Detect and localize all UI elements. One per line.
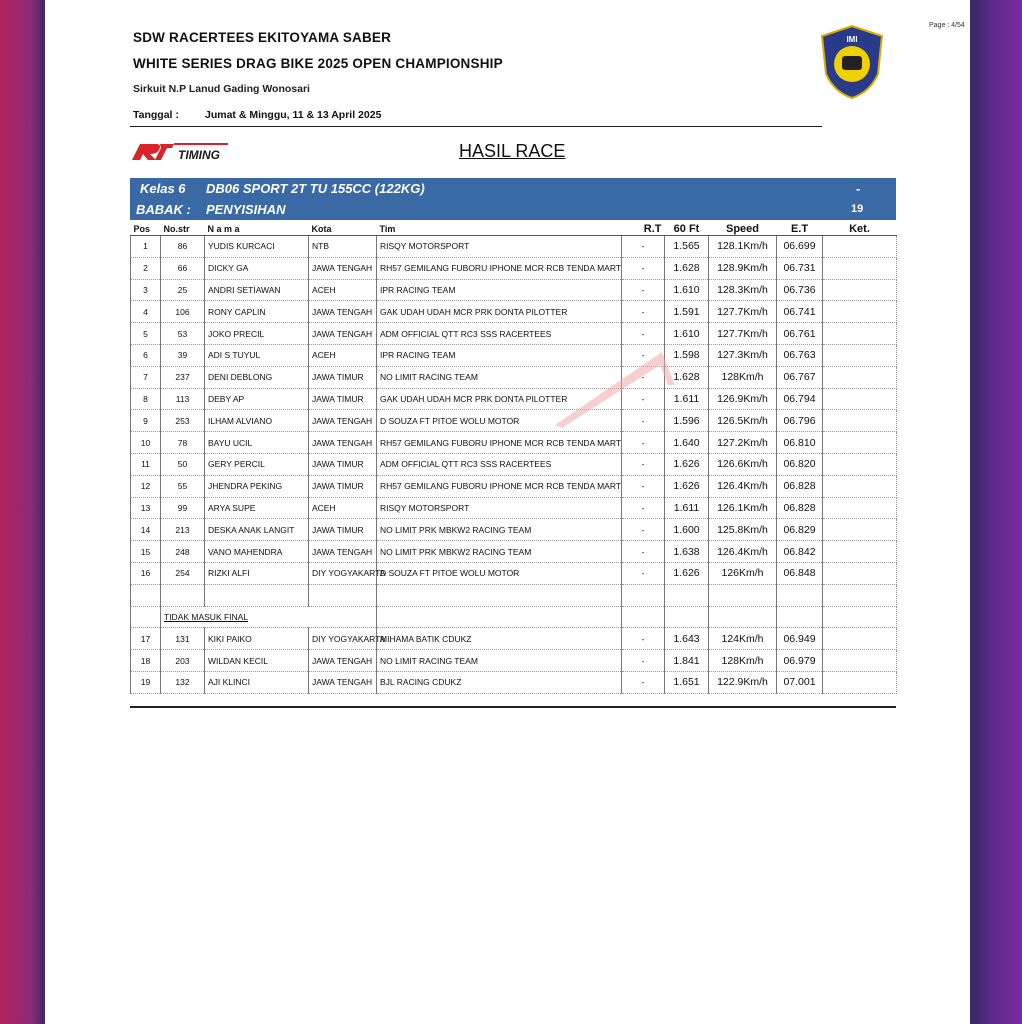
cell-pos: 18 [131, 650, 161, 672]
cell-tim: IPR RACING TEAM [377, 344, 622, 366]
cell-empty [709, 606, 777, 628]
table-row [131, 344, 897, 366]
table-row [131, 562, 897, 584]
cell-rt: - [622, 628, 665, 650]
cell-kota: ACEH [309, 279, 377, 301]
table-row [131, 323, 897, 345]
cell-speed: 126.1Km/h [709, 497, 777, 519]
cell-speed: 126Km/h [709, 562, 777, 584]
cell-kota: ACEH [309, 497, 377, 519]
cell-pos: 2 [131, 257, 161, 279]
cell-nostr: 25 [161, 279, 205, 301]
cell-speed: 126.4Km/h [709, 475, 777, 497]
cell-pos: 19 [131, 671, 161, 693]
cell-nostr: 39 [161, 344, 205, 366]
cell-rt: - [622, 519, 665, 541]
cell-60ft: 1.841 [665, 650, 709, 672]
col-ket: Ket. [823, 222, 897, 236]
results-table [130, 222, 897, 694]
cell-et: 06.767 [777, 366, 823, 388]
cell-nostr: 78 [161, 432, 205, 454]
cell-nama: WILDAN KECIL [205, 650, 309, 672]
cell-kota: NTB [309, 236, 377, 258]
cell-ket [823, 628, 897, 650]
cell-rt: - [622, 541, 665, 563]
cell-rt: - [622, 650, 665, 672]
venue: Sirkuit N.P Lanud Gading Wonosari [133, 83, 310, 95]
cell-empty [131, 606, 161, 628]
table-row [131, 366, 897, 388]
cell-speed: 126.6Km/h [709, 453, 777, 475]
cell-rt: - [622, 323, 665, 345]
cell-ket [823, 671, 897, 693]
cell-empty [823, 584, 897, 606]
cell-rt: - [622, 671, 665, 693]
table-row [131, 257, 897, 279]
cell-ket [823, 562, 897, 584]
col-rt: R.T [622, 222, 665, 236]
cell-rt: - [622, 432, 665, 454]
cell-kota: JAWA TIMUR [309, 519, 377, 541]
cell-nama: DEBY AP [205, 388, 309, 410]
cell-ket [823, 279, 897, 301]
cell-60ft: 1.610 [665, 279, 709, 301]
cell-nostr: 50 [161, 453, 205, 475]
cell-ket [823, 650, 897, 672]
event-title-line2: WHITE SERIES DRAG BIKE 2025 OPEN CHAMPIONSHIP [133, 56, 503, 71]
cell-tim: NO LIMIT PRK MBKW2 RACING TEAM [377, 541, 622, 563]
cell-60ft: 1.626 [665, 453, 709, 475]
table-row [131, 650, 897, 672]
cell-empty [309, 584, 377, 606]
not-final-text: TIDAK MASUK FINAL [164, 611, 249, 622]
cell-tim: RISQY MOTORSPORT [377, 497, 622, 519]
cell-et: 06.699 [777, 236, 823, 258]
cell-rt: - [622, 475, 665, 497]
cell-tim: NO LIMIT RACING TEAM [377, 650, 622, 672]
cell-tim: ADM OFFICIAL QTT RC3 SSS RACERTEES [377, 323, 622, 345]
cell-rt: - [622, 453, 665, 475]
cell-et: 06.761 [777, 323, 823, 345]
cell-speed: 126.5Km/h [709, 410, 777, 432]
cell-nama: DESKA ANAK LANGIT [205, 519, 309, 541]
cell-kota: ACEH [309, 344, 377, 366]
table-row [131, 279, 897, 301]
cell-60ft: 1.640 [665, 432, 709, 454]
cell-speed: 128Km/h [709, 650, 777, 672]
not-final-label [161, 606, 377, 628]
cell-speed: 126.9Km/h [709, 388, 777, 410]
table-bottom-rule [130, 706, 896, 708]
cell-tim: BJL RACING CDUKZ [377, 671, 622, 693]
table-row [131, 671, 897, 693]
table-row [131, 453, 897, 475]
cell-et: 06.763 [777, 344, 823, 366]
cell-speed: 128.1Km/h [709, 236, 777, 258]
cell-nostr: 203 [161, 650, 205, 672]
cell-tim: RH57 GEMILANG FUBORU IPHONE MCR RCB TENDA MART [377, 432, 622, 454]
header-divider [130, 126, 822, 127]
cell-empty [161, 584, 205, 606]
cell-tim: RH57 GEMILANG FUBORU IPHONE MCR RCB TENDA MART [377, 475, 622, 497]
cell-speed: 124Km/h [709, 628, 777, 650]
cell-60ft: 1.611 [665, 497, 709, 519]
cell-ket [823, 410, 897, 432]
cell-rt: - [622, 410, 665, 432]
cell-tim: IPR RACING TEAM [377, 279, 622, 301]
cell-60ft: 1.596 [665, 410, 709, 432]
cell-ket [823, 301, 897, 323]
table-row [131, 497, 897, 519]
cell-nama: RONY CAPLIN [205, 301, 309, 323]
cell-nama: BAYU UCIL [205, 432, 309, 454]
cell-empty [622, 584, 665, 606]
cell-kota: JAWA TENGAH [309, 432, 377, 454]
cell-pos: 12 [131, 475, 161, 497]
col-nama: N a m a [205, 222, 309, 236]
cell-nama: DICKY GA [205, 257, 309, 279]
cell-rt: - [622, 279, 665, 301]
cell-nama: RIZKI ALFI [205, 562, 309, 584]
cell-speed: 128.9Km/h [709, 257, 777, 279]
cell-tim: NO LIMIT PRK MBKW2 RACING TEAM [377, 519, 622, 541]
cell-nama: GERY PERCIL [205, 453, 309, 475]
table-row [131, 388, 897, 410]
cell-empty [823, 606, 897, 628]
cell-tim: D SOUZA FT PITOE WOLU MOTOR [377, 562, 622, 584]
cell-nama: VANO MAHENDRA [205, 541, 309, 563]
cell-et: 06.848 [777, 562, 823, 584]
cell-60ft: 1.651 [665, 671, 709, 693]
col-pos: Pos [131, 222, 161, 236]
cell-ket [823, 475, 897, 497]
imi-logo-icon [818, 24, 886, 100]
cell-empty [777, 584, 823, 606]
cell-pos: 11 [131, 453, 161, 475]
cell-pos: 17 [131, 628, 161, 650]
cell-speed: 125.8Km/h [709, 519, 777, 541]
cell-et: 06.736 [777, 279, 823, 301]
cell-nostr: 248 [161, 541, 205, 563]
cell-kota: DIY YOGYAKARTA [309, 628, 377, 650]
table-row [131, 301, 897, 323]
cell-nama: AJI KLINCI [205, 671, 309, 693]
table-row [131, 541, 897, 563]
cell-60ft: 1.626 [665, 475, 709, 497]
table-row [131, 236, 897, 258]
cell-nama: JOKO PRECIL [205, 323, 309, 345]
cell-empty [377, 584, 622, 606]
cell-60ft: 1.610 [665, 323, 709, 345]
participant-count: 19 [851, 203, 864, 215]
cell-60ft: 1.638 [665, 541, 709, 563]
cell-nostr: 86 [161, 236, 205, 258]
cell-60ft: 1.628 [665, 257, 709, 279]
cell-et: 06.949 [777, 628, 823, 650]
cell-rt: - [622, 562, 665, 584]
cell-empty [622, 606, 665, 628]
cell-rt: - [622, 366, 665, 388]
cell-ket [823, 388, 897, 410]
cell-nama: KIKI PAIKO [205, 628, 309, 650]
cell-speed: 127.7Km/h [709, 323, 777, 345]
cell-nama: JHENDRA PEKING [205, 475, 309, 497]
cell-speed: 126.4Km/h [709, 541, 777, 563]
cell-empty [709, 584, 777, 606]
cell-nostr: 55 [161, 475, 205, 497]
cell-speed: 122.9Km/h [709, 671, 777, 693]
cell-empty [377, 606, 622, 628]
class-band [130, 178, 896, 220]
cell-et: 06.741 [777, 301, 823, 323]
cell-rt: - [622, 344, 665, 366]
col-nostr: No.str [161, 222, 205, 236]
cell-ket [823, 432, 897, 454]
cell-pos: 1 [131, 236, 161, 258]
cell-60ft: 1.611 [665, 388, 709, 410]
date-label: Tanggal : [133, 109, 179, 121]
table-row [131, 432, 897, 454]
cell-et: 07.001 [777, 671, 823, 693]
cell-nama: ANDRI SETIAWAN [205, 279, 309, 301]
cell-tim: MIHAMA BATIK CDUKZ [377, 628, 622, 650]
cell-et: 06.842 [777, 541, 823, 563]
cell-pos: 3 [131, 279, 161, 301]
cell-nostr: 53 [161, 323, 205, 345]
table-row [131, 475, 897, 497]
cell-et: 06.828 [777, 475, 823, 497]
table-row [131, 519, 897, 541]
svg-text:IMI: IMI [846, 35, 858, 44]
cell-kota: JAWA TIMUR [309, 453, 377, 475]
col-60ft: 60 Ft [665, 222, 709, 236]
cell-rt: - [622, 236, 665, 258]
cell-nostr: 113 [161, 388, 205, 410]
cell-pos: 6 [131, 344, 161, 366]
cell-kota: JAWA TIMUR [309, 366, 377, 388]
cell-nostr: 131 [161, 628, 205, 650]
table-row [131, 410, 897, 432]
svg-text:TIMING: TIMING [178, 148, 220, 162]
cell-60ft: 1.626 [665, 562, 709, 584]
cell-empty [205, 584, 309, 606]
cell-kota: JAWA TENGAH [309, 323, 377, 345]
cell-pos: 16 [131, 562, 161, 584]
cell-empty [777, 606, 823, 628]
cell-nostr: 254 [161, 562, 205, 584]
cell-kota: JAWA TENGAH [309, 257, 377, 279]
cell-nama: ADI S TUYUL [205, 344, 309, 366]
cell-nama: YUDIS KURCACI [205, 236, 309, 258]
section-title: HASIL RACE [459, 141, 566, 161]
cell-60ft: 1.600 [665, 519, 709, 541]
cell-pos: 5 [131, 323, 161, 345]
cell-kota: JAWA TIMUR [309, 475, 377, 497]
cell-tim: RH57 GEMILANG FUBORU IPHONE MCR RCB TENDA MART [377, 257, 622, 279]
kelas-label: Kelas 6 [140, 181, 186, 196]
cell-pos: 9 [131, 410, 161, 432]
cell-nostr: 237 [161, 366, 205, 388]
cell-tim: RISQY MOTORSPORT [377, 236, 622, 258]
cell-speed: 127.3Km/h [709, 344, 777, 366]
cell-ket [823, 453, 897, 475]
cell-pos: 10 [131, 432, 161, 454]
cell-et: 06.731 [777, 257, 823, 279]
cell-60ft: 1.598 [665, 344, 709, 366]
babak-value: PENYISIHAN [206, 202, 286, 217]
cell-kota: JAWA TENGAH [309, 301, 377, 323]
cell-rt: - [622, 497, 665, 519]
cell-tim: GAK UDAH UDAH MCR PRK DONTA PILOTTER [377, 301, 622, 323]
event-title-line1: SDW RACERTEES EKITOYAMA SABER [133, 30, 392, 45]
cell-60ft: 1.591 [665, 301, 709, 323]
cell-nama: ARYA SUPE [205, 497, 309, 519]
document-page [45, 0, 970, 1024]
cell-speed: 127.2Km/h [709, 432, 777, 454]
cell-pos: 4 [131, 301, 161, 323]
cell-ket [823, 257, 897, 279]
cell-et: 06.829 [777, 519, 823, 541]
cell-pos: 13 [131, 497, 161, 519]
cell-tim: D SOUZA FT PITOE WOLU MOTOR [377, 410, 622, 432]
cell-ket [823, 519, 897, 541]
cell-et: 06.820 [777, 453, 823, 475]
cell-tim: NO LIMIT RACING TEAM [377, 366, 622, 388]
col-tim: Tim [377, 222, 622, 236]
cell-rt: - [622, 257, 665, 279]
cell-nama: ILHAM ALVIANO [205, 410, 309, 432]
cell-nostr: 99 [161, 497, 205, 519]
cell-ket [823, 236, 897, 258]
cell-rt: - [622, 301, 665, 323]
cell-pos: 15 [131, 541, 161, 563]
cell-pos: 8 [131, 388, 161, 410]
blank-row [131, 584, 897, 606]
cell-nostr: 106 [161, 301, 205, 323]
cell-60ft: 1.628 [665, 366, 709, 388]
cell-kota: JAWA TENGAH [309, 671, 377, 693]
cell-et: 06.794 [777, 388, 823, 410]
cell-empty [665, 606, 709, 628]
cell-rt: - [622, 388, 665, 410]
cell-ket [823, 541, 897, 563]
cell-nostr: 132 [161, 671, 205, 693]
cell-kota: DIY YOGYAKARTA [309, 562, 377, 584]
cell-pos: 7 [131, 366, 161, 388]
cell-kota: JAWA TENGAH [309, 541, 377, 563]
cell-tim: GAK UDAH UDAH MCR PRK DONTA PILOTTER [377, 388, 622, 410]
cell-ket [823, 497, 897, 519]
cell-et: 06.810 [777, 432, 823, 454]
cell-nostr: 66 [161, 257, 205, 279]
cell-et: 06.828 [777, 497, 823, 519]
kelas-value: DB06 SPORT 2T TU 155CC (122KG) [206, 181, 425, 196]
date-value: Jumat & Minggu, 11 & 13 April 2025 [205, 109, 382, 121]
cell-ket [823, 366, 897, 388]
cell-kota: JAWA TIMUR [309, 388, 377, 410]
event-date [133, 109, 381, 121]
timing-logo-icon [130, 140, 230, 164]
cell-60ft: 1.643 [665, 628, 709, 650]
band-dash: - [856, 181, 861, 196]
page-number: Page : 4/54 [929, 22, 965, 29]
col-et: E.T [777, 222, 823, 236]
cell-nama: DENI DEBLONG [205, 366, 309, 388]
cell-pos: 14 [131, 519, 161, 541]
cell-et: 06.979 [777, 650, 823, 672]
section-label-row [131, 606, 897, 628]
cell-empty [131, 584, 161, 606]
cell-nostr: 253 [161, 410, 205, 432]
table-header-row [131, 222, 897, 236]
cell-60ft: 1.565 [665, 236, 709, 258]
cell-kota: JAWA TENGAH [309, 650, 377, 672]
cell-speed: 127.7Km/h [709, 301, 777, 323]
cell-ket [823, 323, 897, 345]
cell-speed: 128Km/h [709, 366, 777, 388]
cell-nostr: 213 [161, 519, 205, 541]
table-row [131, 628, 897, 650]
cell-tim: ADM OFFICIAL QTT RC3 SSS RACERTEES [377, 453, 622, 475]
cell-et: 06.796 [777, 410, 823, 432]
cell-kota: JAWA TENGAH [309, 410, 377, 432]
babak-label: BABAK : [136, 202, 191, 217]
cell-empty [665, 584, 709, 606]
cell-ket [823, 344, 897, 366]
col-kota: Kota [309, 222, 377, 236]
col-speed: Speed [709, 222, 777, 236]
cell-speed: 128.3Km/h [709, 279, 777, 301]
watermark-logo [550, 340, 680, 430]
